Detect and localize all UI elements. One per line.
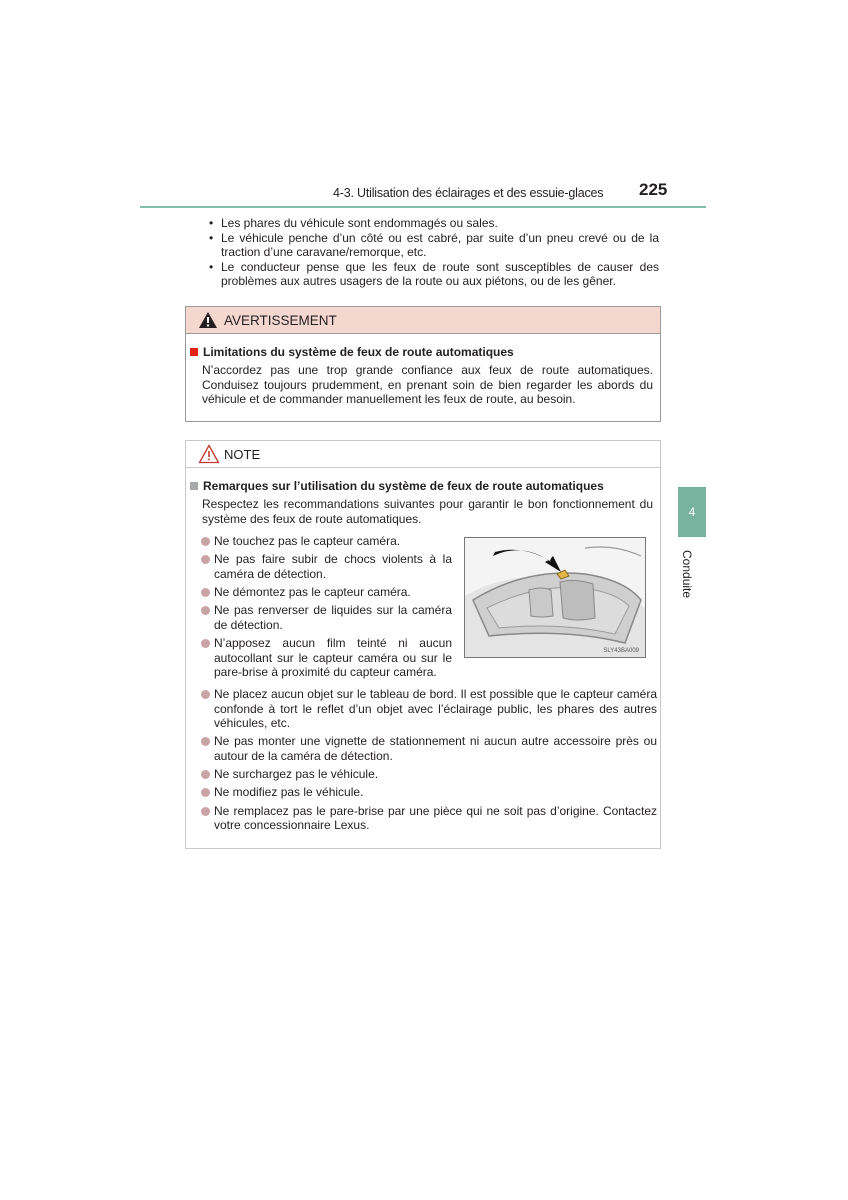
list-item: Ne placez aucun objet sur le tableau de bord. Il est possible que le capteur caméra confonde à tort le reflet d’un objet avec l’éclairage public, les phares des autres véhicules, etc. [201,687,657,731]
bullet-circle-icon [201,639,210,648]
list-item: Ne pas renverser de liquides sur la caméra de détection. [201,603,452,632]
header-rule [140,206,706,208]
note-list-wide [201,687,657,836]
header-section-title: 4-3. Utilisation des éclairages et des essuie-glaces [333,186,604,200]
list-item: • Le conducteur pense que les feux de route sont susceptibles de causer des problèmes aux autres usagers de la route ou aux piétons, ou de les gêner. [209,259,659,289]
warning-triangle-icon [198,311,218,329]
list-item: N’apposez aucun film teinté ni aucun autocollant sur le capteur caméra ou sur le pare-brise à proximité du capteur caméra. [201,636,452,680]
list-item: Ne modifiez pas le véhicule. [201,785,657,800]
warning-heading: AVERTISSEMENT [224,312,337,328]
red-square-icon [190,348,198,356]
list-item: Ne remplacez pas le pare-brise par une pièce qui ne soit pas d’origine. Contactez votre concessionnaire Lexus. [201,804,657,833]
bullet-circle-icon [201,606,210,615]
list-item: Ne démontez pas le capteur caméra. [201,585,452,600]
gray-square-icon [190,482,198,490]
car-interior-drawing [465,538,646,658]
bullet-circle-icon [201,588,210,597]
bullet-circle-icon [201,770,210,779]
chapter-label: Conduite [680,550,694,599]
warning-title: Limitations du système de feux de route automatiques [190,345,514,359]
bullet-circle-icon [201,690,210,699]
page-number: 225 [639,180,668,199]
top-bullet-list [207,216,659,289]
list-item: • Les phares du véhicule sont endommagés ou sales. [209,216,498,230]
chapter-number: 4 [688,505,696,519]
note-heading: NOTE [224,446,261,462]
list-item: Ne surchargez pas le véhicule. [201,767,657,782]
warning-body: N’accordez pas une trop grande confiance aux feux de route automatiques. Conduisez toujours prudemment, en prenant soin de bien regarder les abords du véhicule et de commander manuellement les feux de route, au besoin. [202,363,653,407]
warning-header [186,307,660,334]
windshield-camera-illustration [464,537,646,658]
bullet-circle-icon [201,737,210,746]
figure-code: SLY43BA009 [603,648,639,654]
note-header [186,441,660,468]
note-intro: Respectez les recommandations suivantes pour garantir le bon fonctionnement du système des feux de route automatiques. [202,497,653,526]
list-item: Ne pas faire subir de chocs violents à la caméra de détection. [201,552,452,581]
note-title: Remarques sur l’utilisation du système de feux de route automatiques [190,479,604,493]
note-list-narrow [201,534,452,683]
list-item: Ne touchez pas le capteur caméra. [201,534,452,549]
chapter-tab[interactable] [678,487,706,537]
bullet-circle-icon [201,555,210,564]
bullet-circle-icon [201,788,210,797]
bullet-circle-icon [201,807,210,816]
list-item: Ne pas monter une vignette de stationnement ni aucun autre accessoire près ou autour de la caméra de détection. [201,734,657,763]
list-item: • Le véhicule penche d’un côté ou est cabré, par suite d’un pneu crevé ou de la traction d’une caravane/remorque, etc. [209,230,659,260]
bullet-circle-icon [201,537,210,546]
caution-triangle-icon [198,444,220,464]
